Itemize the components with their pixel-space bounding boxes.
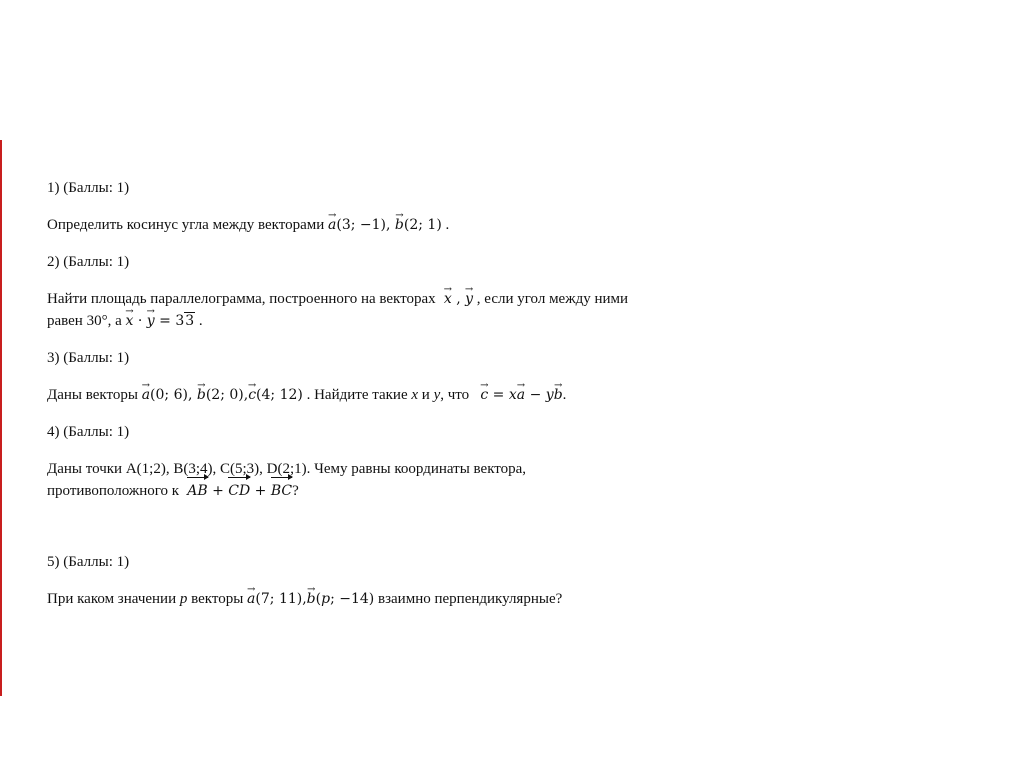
task-5-text	[47, 588, 767, 610]
task-2-line-2	[47, 310, 767, 332]
task-2-line1-suffix: , если угол между ними	[476, 291, 629, 307]
spacer	[47, 517, 767, 551]
task-3-text: Даны векторы → a(0; 6), → b(2; 0),→ c(4; 12) . Найдите такие x и y, что → c = x→ a − y→ b.	[47, 384, 767, 406]
task-3-suffix: .	[562, 387, 567, 403]
margin-rule	[0, 140, 2, 696]
task-5-middle: векторы	[191, 591, 244, 607]
task-2-formula: → x · → y = 33	[126, 313, 196, 329]
task-2-line2-suffix: .	[198, 313, 203, 329]
task-list	[47, 177, 767, 625]
task-1-formula: → a(3; −1), → b(2; 1)	[328, 217, 442, 233]
task-4-line-1: Даны точки A(1;2), B(3;4), C(5;3), D(2;1). Чему равны координаты вектора,	[47, 461, 527, 477]
task-4-text	[47, 458, 767, 502]
task-2-header: 2) (Баллы: 1)	[47, 254, 130, 270]
task-5-prefix: При каком значении	[47, 591, 177, 607]
task-4-header: 4) (Баллы: 1)	[47, 424, 130, 440]
task-3-prefix: Даны векторы	[47, 387, 138, 403]
task-3-and: и	[421, 387, 430, 403]
task-5-var: p	[179, 591, 188, 607]
task-2-line1-prefix: Найти площадь параллелограмма, построенного на векторах	[47, 291, 436, 307]
task-2-text	[47, 288, 767, 332]
task-3-header: 3) (Баллы: 1)	[47, 350, 130, 366]
task-1-header: 1) (Баллы: 1)	[47, 180, 130, 196]
task-2-vectors: → x , → y	[439, 291, 473, 307]
task-2-line2-prefix: равен 30°, а	[47, 313, 122, 329]
task-2-line-1	[47, 288, 767, 310]
task-4-formula: AB + CD + BC	[183, 483, 292, 499]
task-3-middle: . Найдите такие	[306, 387, 408, 403]
task-1-text	[47, 214, 767, 236]
task-4-line-2	[47, 480, 767, 502]
task-1-prefix: Определить косинус угла между векторами	[47, 217, 325, 233]
task-4-line2-suffix: ?	[292, 483, 299, 499]
task-4-line2-prefix: противоположного к	[47, 483, 180, 499]
task-3-vectors: → a(0; 6), → b(2; 0),→ c(4; 12)	[142, 387, 303, 403]
task-5-header: 5) (Баллы: 1)	[47, 554, 130, 570]
task-3-formula: → c = x→ a − y→ b	[480, 387, 562, 403]
task-3-that: , что	[440, 387, 470, 403]
task-5-suffix: взаимно перпендикулярные?	[378, 591, 563, 607]
task-1-suffix: .	[445, 217, 450, 233]
task-5-formula: → a(7; 11),→ b(p; −14)	[247, 591, 374, 607]
